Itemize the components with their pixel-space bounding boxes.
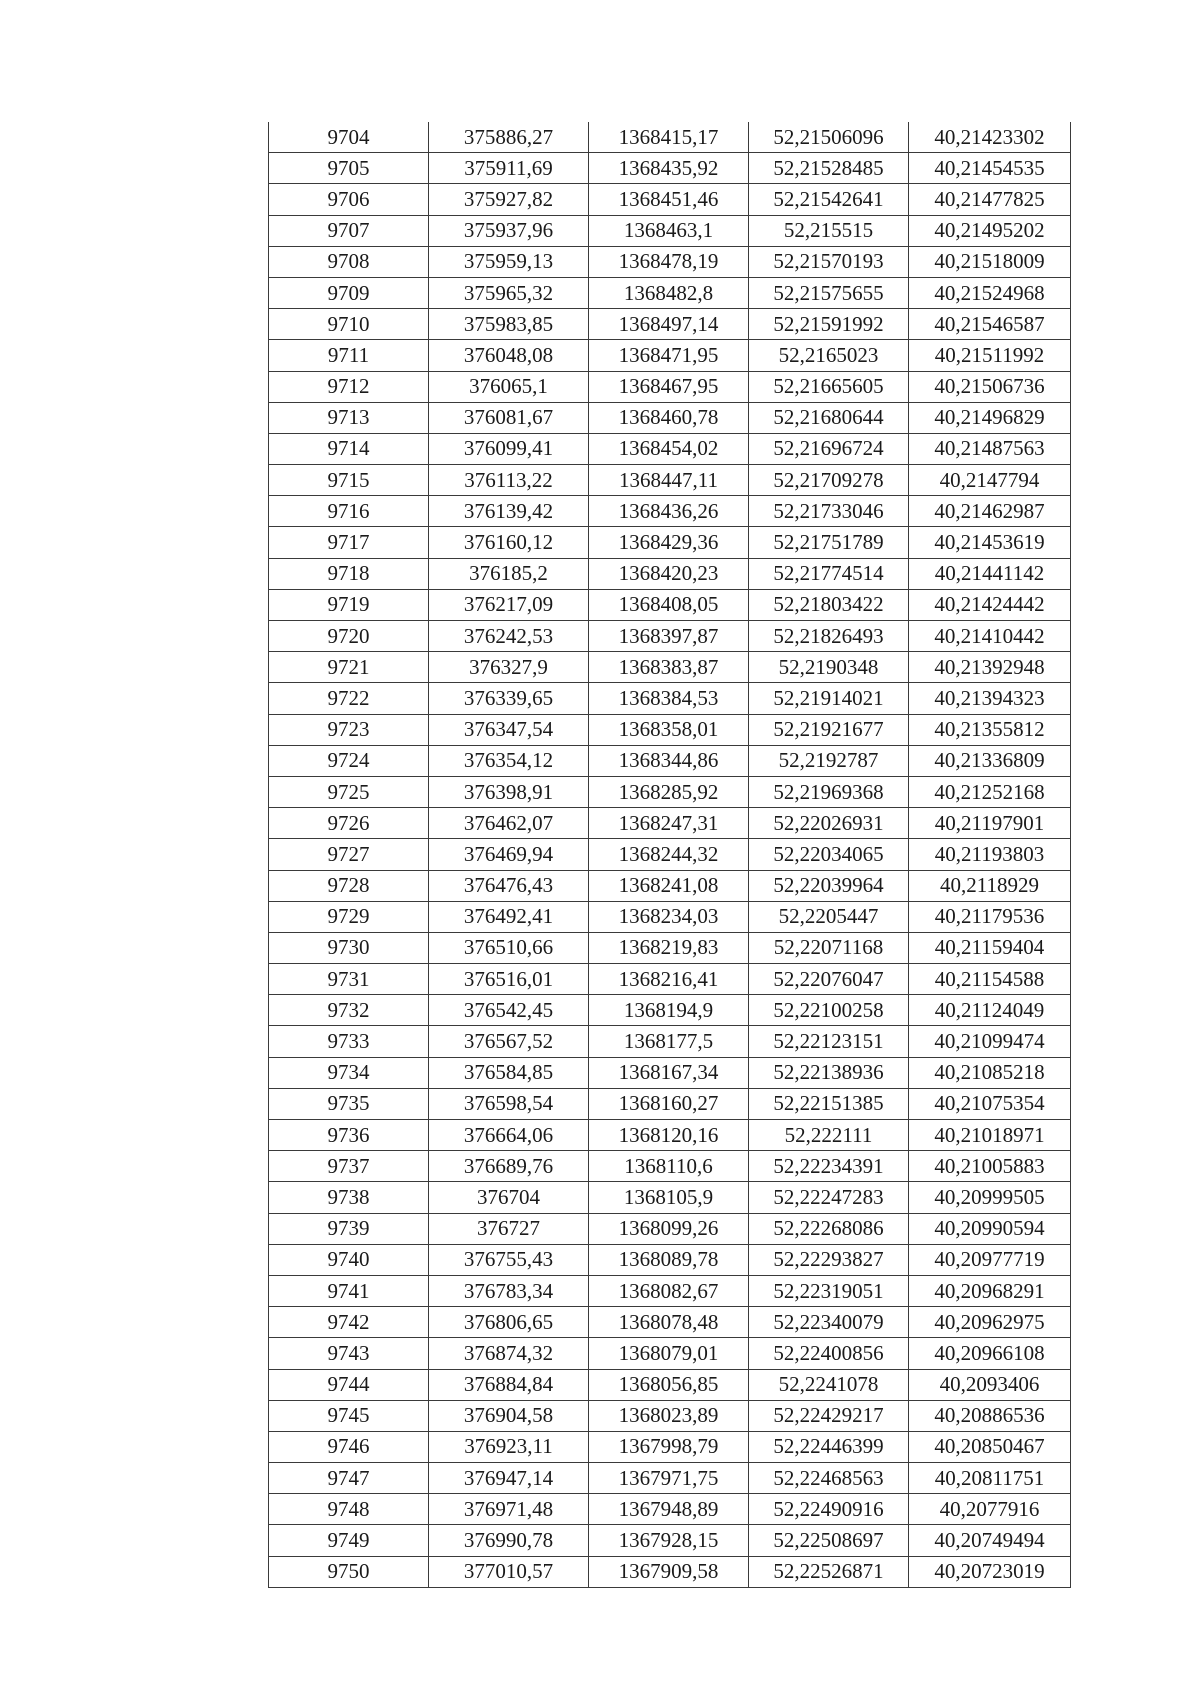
y-coordinate-cell: 1368478,19 [589,246,749,277]
table-row [269,340,1071,371]
x-coordinate-cell: 375911,69 [429,153,589,184]
point-number-cell: 9725 [269,776,429,807]
point-number-cell: 9709 [269,277,429,308]
latitude-cell: 52,21774514 [749,558,909,589]
x-coordinate-cell: 376598,54 [429,1088,589,1119]
point-number-cell: 9746 [269,1431,429,1462]
x-coordinate-cell: 376510,66 [429,932,589,963]
latitude-cell: 52,22123151 [749,1026,909,1057]
x-coordinate-cell: 376689,76 [429,1151,589,1182]
x-coordinate-cell: 376217,09 [429,589,589,620]
y-coordinate-cell: 1368194,9 [589,995,749,1026]
x-coordinate-cell: 376327,9 [429,652,589,683]
table-row [269,1525,1071,1556]
y-coordinate-cell: 1368436,26 [589,496,749,527]
y-coordinate-cell: 1368358,01 [589,714,749,745]
longitude-cell: 40,21099474 [909,1026,1071,1057]
point-number-cell: 9750 [269,1556,429,1587]
latitude-cell: 52,22508697 [749,1525,909,1556]
point-number-cell: 9715 [269,465,429,496]
x-coordinate-cell: 376476,43 [429,870,589,901]
longitude-cell: 40,21075354 [909,1088,1071,1119]
longitude-cell: 40,21252168 [909,776,1071,807]
table-row [269,184,1071,215]
point-number-cell: 9732 [269,995,429,1026]
latitude-cell: 52,21696724 [749,433,909,464]
table-row [269,1151,1071,1182]
latitude-cell: 52,21751789 [749,527,909,558]
y-coordinate-cell: 1368177,5 [589,1026,749,1057]
longitude-cell: 40,21193803 [909,839,1071,870]
x-coordinate-cell: 376354,12 [429,745,589,776]
table-row [269,309,1071,340]
y-coordinate-cell: 1368105,9 [589,1182,749,1213]
table-row [269,1120,1071,1151]
latitude-cell: 52,21528485 [749,153,909,184]
longitude-cell: 40,21441142 [909,558,1071,589]
y-coordinate-cell: 1368219,83 [589,932,749,963]
latitude-cell: 52,2190348 [749,652,909,683]
table-row [269,1369,1071,1400]
point-number-cell: 9707 [269,215,429,246]
y-coordinate-cell: 1368247,31 [589,808,749,839]
longitude-cell: 40,20723019 [909,1556,1071,1587]
latitude-cell: 52,22429217 [749,1400,909,1431]
table-row [269,1494,1071,1525]
point-number-cell: 9734 [269,1057,429,1088]
y-coordinate-cell: 1368023,89 [589,1400,749,1431]
latitude-cell: 52,21665605 [749,371,909,402]
y-coordinate-cell: 1368497,14 [589,309,749,340]
y-coordinate-cell: 1367928,15 [589,1525,749,1556]
latitude-cell: 52,22319051 [749,1275,909,1306]
x-coordinate-cell: 376990,78 [429,1525,589,1556]
y-coordinate-cell: 1368467,95 [589,371,749,402]
y-coordinate-cell: 1368234,03 [589,901,749,932]
point-number-cell: 9743 [269,1338,429,1369]
x-coordinate-cell: 376971,48 [429,1494,589,1525]
y-coordinate-cell: 1368099,26 [589,1213,749,1244]
longitude-cell: 40,2077916 [909,1494,1071,1525]
point-number-cell: 9723 [269,714,429,745]
table-row [269,1338,1071,1369]
longitude-cell: 40,21453619 [909,527,1071,558]
latitude-cell: 52,21680644 [749,402,909,433]
table-row [269,215,1071,246]
latitude-cell: 52,22247283 [749,1182,909,1213]
x-coordinate-cell: 376462,07 [429,808,589,839]
table-row [269,1275,1071,1306]
latitude-cell: 52,21733046 [749,496,909,527]
point-number-cell: 9731 [269,964,429,995]
latitude-cell: 52,21575655 [749,277,909,308]
table-row [269,1244,1071,1275]
x-coordinate-cell: 376567,52 [429,1026,589,1057]
y-coordinate-cell: 1368420,23 [589,558,749,589]
longitude-cell: 40,20811751 [909,1463,1071,1494]
point-number-cell: 9739 [269,1213,429,1244]
longitude-cell: 40,21392948 [909,652,1071,683]
longitude-cell: 40,21511992 [909,340,1071,371]
x-coordinate-cell: 376806,65 [429,1307,589,1338]
point-number-cell: 9717 [269,527,429,558]
x-coordinate-cell: 375965,32 [429,277,589,308]
x-coordinate-cell: 376398,91 [429,776,589,807]
latitude-cell: 52,22446399 [749,1431,909,1462]
table-row [269,995,1071,1026]
latitude-cell: 52,22340079 [749,1307,909,1338]
longitude-cell: 40,21477825 [909,184,1071,215]
y-coordinate-cell: 1368451,46 [589,184,749,215]
x-coordinate-cell: 376755,43 [429,1244,589,1275]
table-row [269,870,1071,901]
latitude-cell: 52,2192787 [749,745,909,776]
table-row [269,1057,1071,1088]
latitude-cell: 52,22026931 [749,808,909,839]
table-row [269,1213,1071,1244]
point-number-cell: 9728 [269,870,429,901]
latitude-cell: 52,21803422 [749,589,909,620]
longitude-cell: 40,21496829 [909,402,1071,433]
point-number-cell: 9708 [269,246,429,277]
table-row [269,589,1071,620]
latitude-cell: 52,21542641 [749,184,909,215]
coordinates-table [268,122,1071,1588]
table-row [269,465,1071,496]
y-coordinate-cell: 1368384,53 [589,683,749,714]
y-coordinate-cell: 1368383,87 [589,652,749,683]
table-row [269,932,1071,963]
y-coordinate-cell: 1368089,78 [589,1244,749,1275]
point-number-cell: 9713 [269,402,429,433]
x-coordinate-cell: 375983,85 [429,309,589,340]
x-coordinate-cell: 376469,94 [429,839,589,870]
x-coordinate-cell: 375886,27 [429,122,589,153]
x-coordinate-cell: 377010,57 [429,1556,589,1587]
x-coordinate-cell: 376947,14 [429,1463,589,1494]
table-row [269,683,1071,714]
y-coordinate-cell: 1368160,27 [589,1088,749,1119]
x-coordinate-cell: 376065,1 [429,371,589,402]
point-number-cell: 9711 [269,340,429,371]
point-number-cell: 9718 [269,558,429,589]
y-coordinate-cell: 1368167,34 [589,1057,749,1088]
latitude-cell: 52,222111 [749,1120,909,1151]
longitude-cell: 40,21005883 [909,1151,1071,1182]
latitude-cell: 52,22100258 [749,995,909,1026]
latitude-cell: 52,22293827 [749,1244,909,1275]
latitude-cell: 52,2205447 [749,901,909,932]
longitude-cell: 40,21336809 [909,745,1071,776]
longitude-cell: 40,21197901 [909,808,1071,839]
y-coordinate-cell: 1368120,16 [589,1120,749,1151]
point-number-cell: 9737 [269,1151,429,1182]
point-number-cell: 9736 [269,1120,429,1151]
point-number-cell: 9745 [269,1400,429,1431]
latitude-cell: 52,22151385 [749,1088,909,1119]
x-coordinate-cell: 376783,34 [429,1275,589,1306]
x-coordinate-cell: 376492,41 [429,901,589,932]
table-row [269,745,1071,776]
y-coordinate-cell: 1367971,75 [589,1463,749,1494]
table-row [269,1307,1071,1338]
longitude-cell: 40,21524968 [909,277,1071,308]
latitude-cell: 52,22039964 [749,870,909,901]
x-coordinate-cell: 376113,22 [429,465,589,496]
table-row [269,901,1071,932]
latitude-cell: 52,21969368 [749,776,909,807]
point-number-cell: 9749 [269,1525,429,1556]
table-row [269,1088,1071,1119]
table-row [269,246,1071,277]
longitude-cell: 40,21410442 [909,621,1071,652]
point-number-cell: 9704 [269,122,429,153]
longitude-cell: 40,20968291 [909,1275,1071,1306]
x-coordinate-cell: 376542,45 [429,995,589,1026]
table-row [269,402,1071,433]
y-coordinate-cell: 1368482,8 [589,277,749,308]
latitude-cell: 52,22234391 [749,1151,909,1182]
latitude-cell: 52,22490916 [749,1494,909,1525]
y-coordinate-cell: 1368460,78 [589,402,749,433]
table-row [269,433,1071,464]
point-number-cell: 9735 [269,1088,429,1119]
point-number-cell: 9724 [269,745,429,776]
table-row [269,371,1071,402]
y-coordinate-cell: 1368447,11 [589,465,749,496]
table-row [269,776,1071,807]
x-coordinate-cell: 376160,12 [429,527,589,558]
latitude-cell: 52,22034065 [749,839,909,870]
table-row [269,1026,1071,1057]
longitude-cell: 40,21179536 [909,901,1071,932]
point-number-cell: 9716 [269,496,429,527]
x-coordinate-cell: 376516,01 [429,964,589,995]
longitude-cell: 40,21159404 [909,932,1071,963]
longitude-cell: 40,21124049 [909,995,1071,1026]
longitude-cell: 40,21487563 [909,433,1071,464]
longitude-cell: 40,21018971 [909,1120,1071,1151]
y-coordinate-cell: 1368471,95 [589,340,749,371]
table-row [269,496,1071,527]
x-coordinate-cell: 376584,85 [429,1057,589,1088]
longitude-cell: 40,20999505 [909,1182,1071,1213]
y-coordinate-cell: 1367998,79 [589,1431,749,1462]
latitude-cell: 52,22071168 [749,932,909,963]
table-row [269,1556,1071,1587]
longitude-cell: 40,21394323 [909,683,1071,714]
x-coordinate-cell: 376139,42 [429,496,589,527]
table-row [269,839,1071,870]
y-coordinate-cell: 1368082,67 [589,1275,749,1306]
longitude-cell: 40,2147794 [909,465,1071,496]
coordinates-table-body [269,122,1071,1587]
latitude-cell: 52,21591992 [749,309,909,340]
table-row [269,558,1071,589]
latitude-cell: 52,22526871 [749,1556,909,1587]
longitude-cell: 40,21085218 [909,1057,1071,1088]
longitude-cell: 40,21423302 [909,122,1071,153]
point-number-cell: 9744 [269,1369,429,1400]
latitude-cell: 52,22400856 [749,1338,909,1369]
y-coordinate-cell: 1368415,17 [589,122,749,153]
y-coordinate-cell: 1368435,92 [589,153,749,184]
point-number-cell: 9747 [269,1463,429,1494]
y-coordinate-cell: 1367948,89 [589,1494,749,1525]
table-row [269,964,1071,995]
point-number-cell: 9722 [269,683,429,714]
table-row [269,1431,1071,1462]
x-coordinate-cell: 376099,41 [429,433,589,464]
latitude-cell: 52,21709278 [749,465,909,496]
point-number-cell: 9727 [269,839,429,870]
latitude-cell: 52,21506096 [749,122,909,153]
point-number-cell: 9714 [269,433,429,464]
latitude-cell: 52,21826493 [749,621,909,652]
longitude-cell: 40,20966108 [909,1338,1071,1369]
point-number-cell: 9738 [269,1182,429,1213]
y-coordinate-cell: 1368079,01 [589,1338,749,1369]
x-coordinate-cell: 376339,65 [429,683,589,714]
longitude-cell: 40,21495202 [909,215,1071,246]
latitude-cell: 52,21921677 [749,714,909,745]
table-row [269,527,1071,558]
point-number-cell: 9733 [269,1026,429,1057]
y-coordinate-cell: 1368216,41 [589,964,749,995]
longitude-cell: 40,20977719 [909,1244,1071,1275]
table-row [269,122,1071,153]
x-coordinate-cell: 376048,08 [429,340,589,371]
point-number-cell: 9710 [269,309,429,340]
y-coordinate-cell: 1368285,92 [589,776,749,807]
y-coordinate-cell: 1368078,48 [589,1307,749,1338]
longitude-cell: 40,20962975 [909,1307,1071,1338]
latitude-cell: 52,22268086 [749,1213,909,1244]
y-coordinate-cell: 1368429,36 [589,527,749,558]
y-coordinate-cell: 1368056,85 [589,1369,749,1400]
longitude-cell: 40,20990594 [909,1213,1071,1244]
x-coordinate-cell: 375927,82 [429,184,589,215]
y-coordinate-cell: 1368397,87 [589,621,749,652]
longitude-cell: 40,20749494 [909,1525,1071,1556]
latitude-cell: 52,21570193 [749,246,909,277]
x-coordinate-cell: 376242,53 [429,621,589,652]
x-coordinate-cell: 376347,54 [429,714,589,745]
longitude-cell: 40,21424442 [909,589,1071,620]
table-row [269,277,1071,308]
x-coordinate-cell: 376704 [429,1182,589,1213]
point-number-cell: 9706 [269,184,429,215]
longitude-cell: 40,21355812 [909,714,1071,745]
latitude-cell: 52,22138936 [749,1057,909,1088]
longitude-cell: 40,21154588 [909,964,1071,995]
point-number-cell: 9740 [269,1244,429,1275]
longitude-cell: 40,21506736 [909,371,1071,402]
x-coordinate-cell: 376904,58 [429,1400,589,1431]
y-coordinate-cell: 1368454,02 [589,433,749,464]
x-coordinate-cell: 376727 [429,1213,589,1244]
table-row [269,1182,1071,1213]
point-number-cell: 9742 [269,1307,429,1338]
y-coordinate-cell: 1367909,58 [589,1556,749,1587]
x-coordinate-cell: 376081,67 [429,402,589,433]
point-number-cell: 9720 [269,621,429,652]
longitude-cell: 40,21518009 [909,246,1071,277]
x-coordinate-cell: 376874,32 [429,1338,589,1369]
latitude-cell: 52,215515 [749,215,909,246]
x-coordinate-cell: 376884,84 [429,1369,589,1400]
latitude-cell: 52,2165023 [749,340,909,371]
table-row [269,153,1071,184]
y-coordinate-cell: 1368241,08 [589,870,749,901]
longitude-cell: 40,2118929 [909,870,1071,901]
longitude-cell: 40,21454535 [909,153,1071,184]
y-coordinate-cell: 1368408,05 [589,589,749,620]
latitude-cell: 52,2241078 [749,1369,909,1400]
point-number-cell: 9729 [269,901,429,932]
y-coordinate-cell: 1368110,6 [589,1151,749,1182]
table-row [269,714,1071,745]
latitude-cell: 52,21914021 [749,683,909,714]
longitude-cell: 40,21546587 [909,309,1071,340]
point-number-cell: 9719 [269,589,429,620]
point-number-cell: 9721 [269,652,429,683]
point-number-cell: 9712 [269,371,429,402]
y-coordinate-cell: 1368244,32 [589,839,749,870]
point-number-cell: 9748 [269,1494,429,1525]
point-number-cell: 9741 [269,1275,429,1306]
table-row [269,808,1071,839]
x-coordinate-cell: 376185,2 [429,558,589,589]
latitude-cell: 52,22076047 [749,964,909,995]
y-coordinate-cell: 1368463,1 [589,215,749,246]
table-row [269,621,1071,652]
latitude-cell: 52,22468563 [749,1463,909,1494]
longitude-cell: 40,20886536 [909,1400,1071,1431]
point-number-cell: 9705 [269,153,429,184]
point-number-cell: 9726 [269,808,429,839]
table-row [269,1463,1071,1494]
y-coordinate-cell: 1368344,86 [589,745,749,776]
x-coordinate-cell: 375937,96 [429,215,589,246]
longitude-cell: 40,20850467 [909,1431,1071,1462]
longitude-cell: 40,21462987 [909,496,1071,527]
x-coordinate-cell: 375959,13 [429,246,589,277]
longitude-cell: 40,2093406 [909,1369,1071,1400]
x-coordinate-cell: 376923,11 [429,1431,589,1462]
x-coordinate-cell: 376664,06 [429,1120,589,1151]
table-row [269,1400,1071,1431]
table-row [269,652,1071,683]
point-number-cell: 9730 [269,932,429,963]
